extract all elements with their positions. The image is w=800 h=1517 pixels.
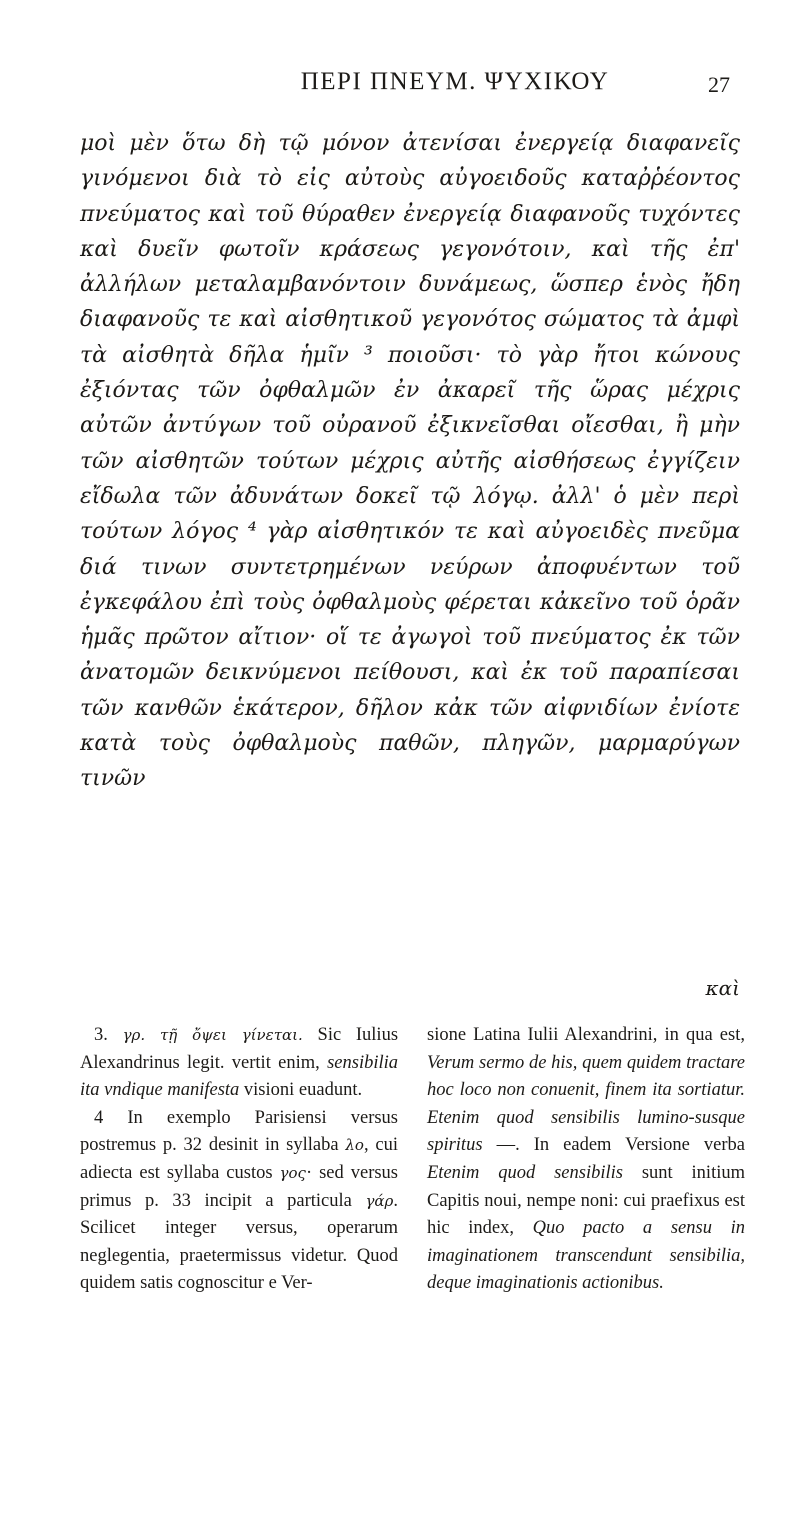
footnote-italic: Etenim quod sensibilis <box>427 1162 623 1183</box>
footnotes-left-column <box>80 1022 398 1298</box>
footnotes <box>80 1022 745 1298</box>
page-number: 27 <box>708 72 730 97</box>
footnote-text: · sed versus primus p. 33 incipit a particula <box>80 1162 399 1211</box>
catchword: καὶ <box>705 976 740 1000</box>
footnote-text: In exemplo Parisiensi versus postremus p. 32 desinit in syllaba <box>80 1107 398 1156</box>
footnote-4 <box>80 1105 398 1298</box>
footnote-text: , cui adiecta est syllaba custos <box>80 1135 398 1183</box>
footnote-text: sunt initium Capitis noui, nempe noni: cui praefixus est hic index, <box>427 1162 745 1239</box>
footnote-lemma: γρ. τῇ ὄψει γίνεται. <box>122 1026 303 1044</box>
footnote-text: . Scilicet integer versus, operarum neglegentia, praetermissus videtur. Quod quidem satis cognoscitur e Ver- <box>80 1190 398 1294</box>
page-header <box>80 68 730 108</box>
footnotes-right-column <box>427 1022 745 1298</box>
footnote-italic: sensibilia ita vndique manifesta <box>80 1052 398 1101</box>
footnote-4-continued <box>427 1022 745 1298</box>
footnote-greek: γος <box>279 1163 306 1182</box>
footnote-italic: Verum sermo de his, quem quidem tractare hoc loco non conuenit, finem ita sortiatur. Etenim quod sensibilis lumino-susque spiritus <box>427 1052 745 1156</box>
footnote-number: 3. <box>94 1025 108 1045</box>
footnote-text: sione Latina Iulii Alexandrini, in qua est, <box>427 1025 745 1045</box>
greek-main-text: μοὶ μὲν ὅτω δὴ τῷ μόνον ἀτενίσαι ἐνεργείᾳ διαφανεῖς γινόμενοι διὰ τὸ εἰς αὐτοὺς αὐγοειδοῦς καταῤῥέοντος πνεύματος καὶ τοῦ θύραθεν ἐνεργείᾳ διαφανοῦς τυχόντες καὶ δυεῖν φωτοῖν κράσεως γεγονότοιν, καὶ τῆς ἐπ' ἀλλήλων μεταλαμβανόντοιν δυνάμεως, ὥσπερ ἑνὸς ἤδη διαφανοῦς τε καὶ αἰσθητικοῦ γεγονότος σώματος τὰ ἀμφὶ τὰ αἰσθητὰ δῆλα ἡμῖν ³ ποιοῦσι· τὸ γὰρ ἤτοι κώνους ἐξιόντας τῶν ὀφθαλμῶν ἐν ἀκαρεῖ τῆς ὥρας μέχρις αὐτῶν ἀντύγων τοῦ οὐρανοῦ ἐξικνεῖσθαι οἴεσθαι, ἢ μὴν τῶν αἰσθητῶν τούτων μέχρις αὐτῆς αἰσθήσεως ἐγγίζειν εἴδωλα τῶν ἀδυνάτων δοκεῖ τῷ λόγῳ. ἀλλ' ὁ μὲν περὶ τούτων λόγος ⁴ γὰρ αἰσθητικόν τε καὶ αὐγοειδὲς πνεῦμα διά τινων συντετρημένων νεύρων ἀποφυέντων τοῦ ἐγκεφάλου ἐπὶ τοὺς ὀφθαλμοὺς φέρεται κἀκεῖνο τοῦ ὁρᾶν ἡμᾶς πρῶτον αἴτιον· οἵ τε ἀγωγοὶ τοῦ πνεύματος ἐκ τῶν ἀνατομῶν δεικνύμενοι πείθουσι, καὶ ἐκ τοῦ παραπίεσαι τῶν κανθῶν ἑκάτερον, δῆλον κἀκ τῶν αἰφνιδίων ἐνίοτε κατὰ τοὺς ὀφθαλμοὺς παθῶν, πληγῶν, μαρμαρύγων τινῶν <box>80 131 740 792</box>
footnote-greek: λο <box>345 1136 364 1155</box>
footnote-text: visioni euadunt. <box>239 1080 363 1101</box>
footnote-text: Sic Iulius Alexandrinus legit. vertit enim, <box>80 1025 399 1073</box>
footnote-text: —. In eadem Versione verba <box>482 1135 745 1156</box>
running-head: ΠΕΡΙ ΠΝΕΥΜ. ΨΥΧΙΚΟΥ <box>300 68 610 95</box>
footnote-greek: γάρ <box>365 1191 394 1210</box>
footnote-italic: Quo pacto a sensu in imaginationem transcendunt sensibilia, deque imaginationis actionibus. <box>427 1218 746 1294</box>
footnote-number: 4 <box>94 1107 104 1128</box>
footnote-3 <box>80 1022 398 1105</box>
